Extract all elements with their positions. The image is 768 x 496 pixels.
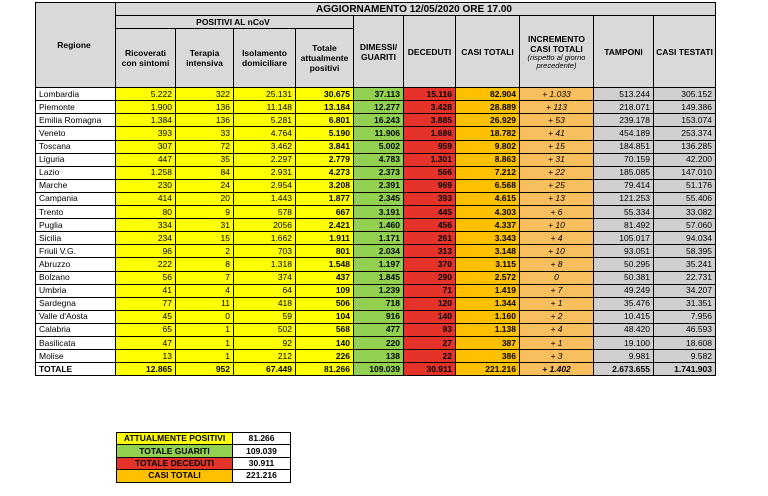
incremento-cell: + 8 (520, 258, 594, 271)
tamponi-cell: 79.414 (594, 179, 654, 192)
region-cell: TOTALE (36, 363, 116, 376)
tamponi-cell: 19.100 (594, 336, 654, 349)
deceduti-cell: 120 (404, 297, 456, 310)
casi-totali-cell: 4.615 (456, 192, 520, 205)
terapia-cell: 8 (176, 258, 234, 271)
totale-positivi-cell: 568 (296, 323, 354, 336)
update-title: AGGIORNAMENTO 12/05/2020 ORE 17.00 (116, 3, 716, 16)
region-cell: Emilia Romagna (36, 114, 116, 127)
ricoverati-cell: 12.865 (116, 363, 176, 376)
isolamento-cell: 3.462 (234, 140, 296, 153)
region-cell: Toscana (36, 140, 116, 153)
region-cell: Valle d'Aosta (36, 310, 116, 323)
region-cell: Lombardia (36, 88, 116, 101)
tamponi-cell: 184.851 (594, 140, 654, 153)
terapia-cell: 20 (176, 192, 234, 205)
isolamento-cell: 2.954 (234, 179, 296, 192)
dimessi-cell: 1.460 (354, 219, 404, 232)
totale-positivi-cell: 4.273 (296, 166, 354, 179)
table-row (36, 350, 716, 363)
ricoverati-cell: 1.384 (116, 114, 176, 127)
casi-testati-cell: 136.285 (654, 140, 716, 153)
ricoverati-cell: 45 (116, 310, 176, 323)
dimessi-cell: 11.906 (354, 127, 404, 140)
dimessi-cell: 477 (354, 323, 404, 336)
ricoverati-cell: 47 (116, 336, 176, 349)
summary-label: CASI TOTALI (117, 470, 233, 482)
ricoverati-cell: 77 (116, 297, 176, 310)
dimessi-cell: 4.783 (354, 153, 404, 166)
ricoverati-cell: 1.900 (116, 101, 176, 114)
ricoverati-cell: 5.222 (116, 88, 176, 101)
dimessi-cell: 138 (354, 350, 404, 363)
casi-totali-cell: 9.802 (456, 140, 520, 153)
ricoverati-cell: 234 (116, 232, 176, 245)
tamponi-cell: 48.420 (594, 323, 654, 336)
tamponi-cell: 2.673.655 (594, 363, 654, 376)
terapia-cell: 4 (176, 284, 234, 297)
table-row (36, 140, 716, 153)
deceduti-cell: 93 (404, 323, 456, 336)
region-cell: Lazio (36, 166, 116, 179)
incremento-cell: + 25 (520, 179, 594, 192)
totale-positivi-cell: 506 (296, 297, 354, 310)
tamponi-cell: 513.244 (594, 88, 654, 101)
deceduti-cell: 1.686 (404, 127, 456, 140)
casi-testati-cell: 33.082 (654, 206, 716, 219)
incremento-cell: + 3 (520, 350, 594, 363)
isolamento-cell: 92 (234, 336, 296, 349)
tamponi-cell: 55.334 (594, 206, 654, 219)
incremento-cell: + 41 (520, 127, 594, 140)
terapia-cell: 1 (176, 336, 234, 349)
casi-testati-cell: 31.351 (654, 297, 716, 310)
terapia-cell: 11 (176, 297, 234, 310)
table-row (36, 192, 716, 205)
isolamento-cell: 212 (234, 350, 296, 363)
casi-totali-cell: 6.568 (456, 179, 520, 192)
terapia-cell: 72 (176, 140, 234, 153)
casi-testati-cell: 1.741.903 (654, 363, 716, 376)
terapia-cell: 84 (176, 166, 234, 179)
casi-testati-cell: 305.152 (654, 88, 716, 101)
terapia-cell: 31 (176, 219, 234, 232)
isolamento-cell: 703 (234, 245, 296, 258)
dimessi-cell: 5.002 (354, 140, 404, 153)
totale-positivi-cell: 2.421 (296, 219, 354, 232)
table-row (36, 271, 716, 284)
totale-positivi-cell: 1.911 (296, 232, 354, 245)
tamponi-cell: 49.249 (594, 284, 654, 297)
table-row (36, 310, 716, 323)
header-incremento-note: (rispetto al giorno precedente) (527, 52, 586, 70)
header-tamponi: TAMPONI (594, 16, 654, 88)
tamponi-cell: 121.253 (594, 192, 654, 205)
table-row (36, 114, 716, 127)
deceduti-cell: 71 (404, 284, 456, 297)
casi-testati-cell: 55.406 (654, 192, 716, 205)
casi-totali-cell: 3.148 (456, 245, 520, 258)
totale-positivi-cell: 2.779 (296, 153, 354, 166)
header-ricoverati: Ricoverati con sintomi (116, 29, 176, 88)
terapia-cell: 24 (176, 179, 234, 192)
incremento-cell: + 31 (520, 153, 594, 166)
header-casi-testati: CASI TESTATI (654, 16, 716, 88)
header-positivi-group: POSITIVI AL nCoV (116, 16, 354, 29)
isolamento-cell: 11.148 (234, 101, 296, 114)
dimessi-cell: 37.113 (354, 88, 404, 101)
region-cell: Campania (36, 192, 116, 205)
summary-table (116, 432, 291, 483)
region-cell: Basilicata (36, 336, 116, 349)
summary-value: 30.911 (233, 457, 291, 469)
incremento-cell: + 22 (520, 166, 594, 179)
terapia-cell: 33 (176, 127, 234, 140)
tamponi-cell: 454.189 (594, 127, 654, 140)
tamponi-cell: 70.159 (594, 153, 654, 166)
dimessi-cell: 109.039 (354, 363, 404, 376)
deceduti-cell: 313 (404, 245, 456, 258)
isolamento-cell: 374 (234, 271, 296, 284)
terapia-cell: 1 (176, 323, 234, 336)
casi-totali-cell: 4.303 (456, 206, 520, 219)
casi-testati-cell: 58.395 (654, 245, 716, 258)
summary-row (117, 433, 291, 445)
casi-totali-cell: 3.343 (456, 232, 520, 245)
incremento-cell: + 4 (520, 232, 594, 245)
table-row (36, 206, 716, 219)
table-row (36, 323, 716, 336)
incremento-cell: 0 (520, 271, 594, 284)
casi-testati-cell: 42.200 (654, 153, 716, 166)
casi-testati-cell: 18.608 (654, 336, 716, 349)
casi-totali-cell: 387 (456, 336, 520, 349)
incremento-cell: + 53 (520, 114, 594, 127)
region-cell: Molise (36, 350, 116, 363)
header-incremento-label: INCREMENTO CASI TOTALI (528, 33, 585, 54)
casi-testati-cell: 34.207 (654, 284, 716, 297)
summary-label: TOTALE DECEDUTI (117, 457, 233, 469)
ricoverati-cell: 65 (116, 323, 176, 336)
tamponi-cell: 50.295 (594, 258, 654, 271)
ricoverati-cell: 307 (116, 140, 176, 153)
table-row (36, 297, 716, 310)
totale-positivi-cell: 109 (296, 284, 354, 297)
totale-positivi-cell: 81.266 (296, 363, 354, 376)
table-row (36, 153, 716, 166)
terapia-cell: 1 (176, 350, 234, 363)
deceduti-cell: 140 (404, 310, 456, 323)
casi-testati-cell: 153.074 (654, 114, 716, 127)
dimessi-cell: 220 (354, 336, 404, 349)
isolamento-cell: 418 (234, 297, 296, 310)
table-row (36, 88, 716, 101)
dimessi-cell: 16.243 (354, 114, 404, 127)
totale-positivi-cell: 5.190 (296, 127, 354, 140)
terapia-cell: 136 (176, 114, 234, 127)
isolamento-cell: 1.662 (234, 232, 296, 245)
header-dimessi: DIMESSI/ GUARITI (354, 16, 404, 88)
totale-positivi-cell: 226 (296, 350, 354, 363)
casi-totali-cell: 3.115 (456, 258, 520, 271)
table-row (36, 166, 716, 179)
tamponi-cell: 50.381 (594, 271, 654, 284)
deceduti-cell: 566 (404, 166, 456, 179)
summary-row (117, 470, 291, 482)
incremento-cell: + 1.033 (520, 88, 594, 101)
header-incremento (520, 16, 594, 88)
ricoverati-cell: 393 (116, 127, 176, 140)
deceduti-cell: 370 (404, 258, 456, 271)
deceduti-cell: 15.116 (404, 88, 456, 101)
tamponi-cell: 35.476 (594, 297, 654, 310)
region-cell: Veneto (36, 127, 116, 140)
incremento-cell: + 2 (520, 310, 594, 323)
terapia-cell: 952 (176, 363, 234, 376)
header-isolamento: Isolamento domiciliare (234, 29, 296, 88)
dimessi-cell: 916 (354, 310, 404, 323)
incremento-cell: + 7 (520, 284, 594, 297)
dimessi-cell: 2.034 (354, 245, 404, 258)
ricoverati-cell: 41 (116, 284, 176, 297)
isolamento-cell: 67.449 (234, 363, 296, 376)
region-cell: Calabria (36, 323, 116, 336)
summary-row (117, 457, 291, 469)
incremento-cell: + 1 (520, 336, 594, 349)
terapia-cell: 322 (176, 88, 234, 101)
totale-positivi-cell: 1.548 (296, 258, 354, 271)
table-row (36, 101, 716, 114)
region-cell: Bolzano (36, 271, 116, 284)
region-cell: Abruzzo (36, 258, 116, 271)
summary-value: 221.216 (233, 470, 291, 482)
dimessi-cell: 1.845 (354, 271, 404, 284)
terapia-cell: 7 (176, 271, 234, 284)
casi-totali-cell: 386 (456, 350, 520, 363)
dimessi-cell: 2.373 (354, 166, 404, 179)
incremento-cell: + 15 (520, 140, 594, 153)
dimessi-cell: 2.391 (354, 179, 404, 192)
header-casi-totali: CASI TOTALI (456, 16, 520, 88)
deceduti-cell: 393 (404, 192, 456, 205)
deceduti-cell: 30.911 (404, 363, 456, 376)
deceduti-cell: 3.428 (404, 101, 456, 114)
ricoverati-cell: 414 (116, 192, 176, 205)
isolamento-cell: 2.297 (234, 153, 296, 166)
totale-positivi-cell: 801 (296, 245, 354, 258)
casi-testati-cell: 253.374 (654, 127, 716, 140)
isolamento-cell: 2.931 (234, 166, 296, 179)
tamponi-cell: 239.178 (594, 114, 654, 127)
casi-testati-cell: 9.582 (654, 350, 716, 363)
casi-testati-cell: 35.241 (654, 258, 716, 271)
incremento-cell: + 1.402 (520, 363, 594, 376)
deceduti-cell: 261 (404, 232, 456, 245)
totale-positivi-cell: 140 (296, 336, 354, 349)
dimessi-cell: 718 (354, 297, 404, 310)
table-row (36, 232, 716, 245)
ricoverati-cell: 80 (116, 206, 176, 219)
table-row (36, 219, 716, 232)
isolamento-cell: 59 (234, 310, 296, 323)
terapia-cell: 15 (176, 232, 234, 245)
tamponi-cell: 10.415 (594, 310, 654, 323)
casi-testati-cell: 7.956 (654, 310, 716, 323)
table-row (36, 179, 716, 192)
deceduti-cell: 1.301 (404, 153, 456, 166)
ricoverati-cell: 96 (116, 245, 176, 258)
ricoverati-cell: 447 (116, 153, 176, 166)
totale-positivi-cell: 6.801 (296, 114, 354, 127)
region-cell: Marche (36, 179, 116, 192)
table-row (36, 258, 716, 271)
dimessi-cell: 12.277 (354, 101, 404, 114)
ricoverati-cell: 230 (116, 179, 176, 192)
dimessi-cell: 1.171 (354, 232, 404, 245)
isolamento-cell: 1.318 (234, 258, 296, 271)
terapia-cell: 136 (176, 101, 234, 114)
table-row (36, 284, 716, 297)
deceduti-cell: 456 (404, 219, 456, 232)
region-cell: Liguria (36, 153, 116, 166)
casi-totali-cell: 7.212 (456, 166, 520, 179)
header-terapia: Terapia intensiva (176, 29, 234, 88)
totale-positivi-cell: 3.208 (296, 179, 354, 192)
terapia-cell: 35 (176, 153, 234, 166)
region-cell: Puglia (36, 219, 116, 232)
isolamento-cell: 1.443 (234, 192, 296, 205)
casi-testati-cell: 46.593 (654, 323, 716, 336)
ricoverati-cell: 334 (116, 219, 176, 232)
casi-totali-cell: 1.419 (456, 284, 520, 297)
ricoverati-cell: 13 (116, 350, 176, 363)
dimessi-cell: 1.239 (354, 284, 404, 297)
tamponi-cell: 9.981 (594, 350, 654, 363)
table-row (36, 127, 716, 140)
casi-totali-cell: 18.782 (456, 127, 520, 140)
terapia-cell: 2 (176, 245, 234, 258)
casi-totali-cell: 221.216 (456, 363, 520, 376)
deceduti-cell: 22 (404, 350, 456, 363)
region-cell: Sardegna (36, 297, 116, 310)
incremento-cell: + 13 (520, 192, 594, 205)
isolamento-cell: 5.281 (234, 114, 296, 127)
isolamento-cell: 64 (234, 284, 296, 297)
covid-data-table (35, 2, 716, 376)
summary-row (117, 445, 291, 457)
tamponi-cell: 93.051 (594, 245, 654, 258)
deceduti-cell: 445 (404, 206, 456, 219)
table-row (36, 336, 716, 349)
deceduti-cell: 290 (404, 271, 456, 284)
deceduti-cell: 3.885 (404, 114, 456, 127)
incremento-cell: + 1 (520, 297, 594, 310)
tamponi-cell: 185.085 (594, 166, 654, 179)
casi-totali-cell: 26.929 (456, 114, 520, 127)
incremento-cell: + 10 (520, 245, 594, 258)
isolamento-cell: 2056 (234, 219, 296, 232)
ricoverati-cell: 56 (116, 271, 176, 284)
casi-totali-cell: 1.160 (456, 310, 520, 323)
casi-testati-cell: 149.386 (654, 101, 716, 114)
isolamento-cell: 4.764 (234, 127, 296, 140)
ricoverati-cell: 222 (116, 258, 176, 271)
dimessi-cell: 3.191 (354, 206, 404, 219)
header-regione: Regione (36, 3, 116, 88)
casi-totali-cell: 1.138 (456, 323, 520, 336)
incremento-cell: + 10 (520, 219, 594, 232)
region-cell: Sicilia (36, 232, 116, 245)
totale-positivi-cell: 104 (296, 310, 354, 323)
summary-value: 109.039 (233, 445, 291, 457)
casi-testati-cell: 57.060 (654, 219, 716, 232)
casi-totali-cell: 4.337 (456, 219, 520, 232)
casi-totali-cell: 28.889 (456, 101, 520, 114)
deceduti-cell: 959 (404, 140, 456, 153)
totale-positivi-cell: 437 (296, 271, 354, 284)
casi-totali-cell: 1.344 (456, 297, 520, 310)
deceduti-cell: 969 (404, 179, 456, 192)
totale-positivi-cell: 13.184 (296, 101, 354, 114)
incremento-cell: + 6 (520, 206, 594, 219)
totale-positivi-cell: 667 (296, 206, 354, 219)
ricoverati-cell: 1.258 (116, 166, 176, 179)
terapia-cell: 0 (176, 310, 234, 323)
isolamento-cell: 25.131 (234, 88, 296, 101)
region-cell: Piemonte (36, 101, 116, 114)
summary-label: ATTUALMENTE POSITIVI (117, 433, 233, 445)
casi-testati-cell: 51.176 (654, 179, 716, 192)
tamponi-cell: 81.492 (594, 219, 654, 232)
dimessi-cell: 2.345 (354, 192, 404, 205)
region-cell: Trento (36, 206, 116, 219)
isolamento-cell: 502 (234, 323, 296, 336)
totale-positivi-cell: 1.877 (296, 192, 354, 205)
casi-testati-cell: 147.010 (654, 166, 716, 179)
region-cell: Friuli V.G. (36, 245, 116, 258)
terapia-cell: 9 (176, 206, 234, 219)
incremento-cell: + 4 (520, 323, 594, 336)
isolamento-cell: 578 (234, 206, 296, 219)
deceduti-cell: 27 (404, 336, 456, 349)
casi-totali-cell: 8.863 (456, 153, 520, 166)
totals-row (36, 363, 716, 376)
dimessi-cell: 1.197 (354, 258, 404, 271)
table-row (36, 245, 716, 258)
summary-value: 81.266 (233, 433, 291, 445)
incremento-cell: + 113 (520, 101, 594, 114)
totale-positivi-cell: 30.675 (296, 88, 354, 101)
totale-positivi-cell: 3.841 (296, 140, 354, 153)
casi-totali-cell: 82.904 (456, 88, 520, 101)
casi-testati-cell: 22.731 (654, 271, 716, 284)
summary-label: TOTALE GUARITI (117, 445, 233, 457)
casi-totali-cell: 2.572 (456, 271, 520, 284)
header-totale-positivi: Totale attualmente positivi (296, 29, 354, 88)
region-cell: Umbria (36, 284, 116, 297)
casi-testati-cell: 94.034 (654, 232, 716, 245)
tamponi-cell: 218.071 (594, 101, 654, 114)
tamponi-cell: 105.017 (594, 232, 654, 245)
header-deceduti: DECEDUTI (404, 16, 456, 88)
